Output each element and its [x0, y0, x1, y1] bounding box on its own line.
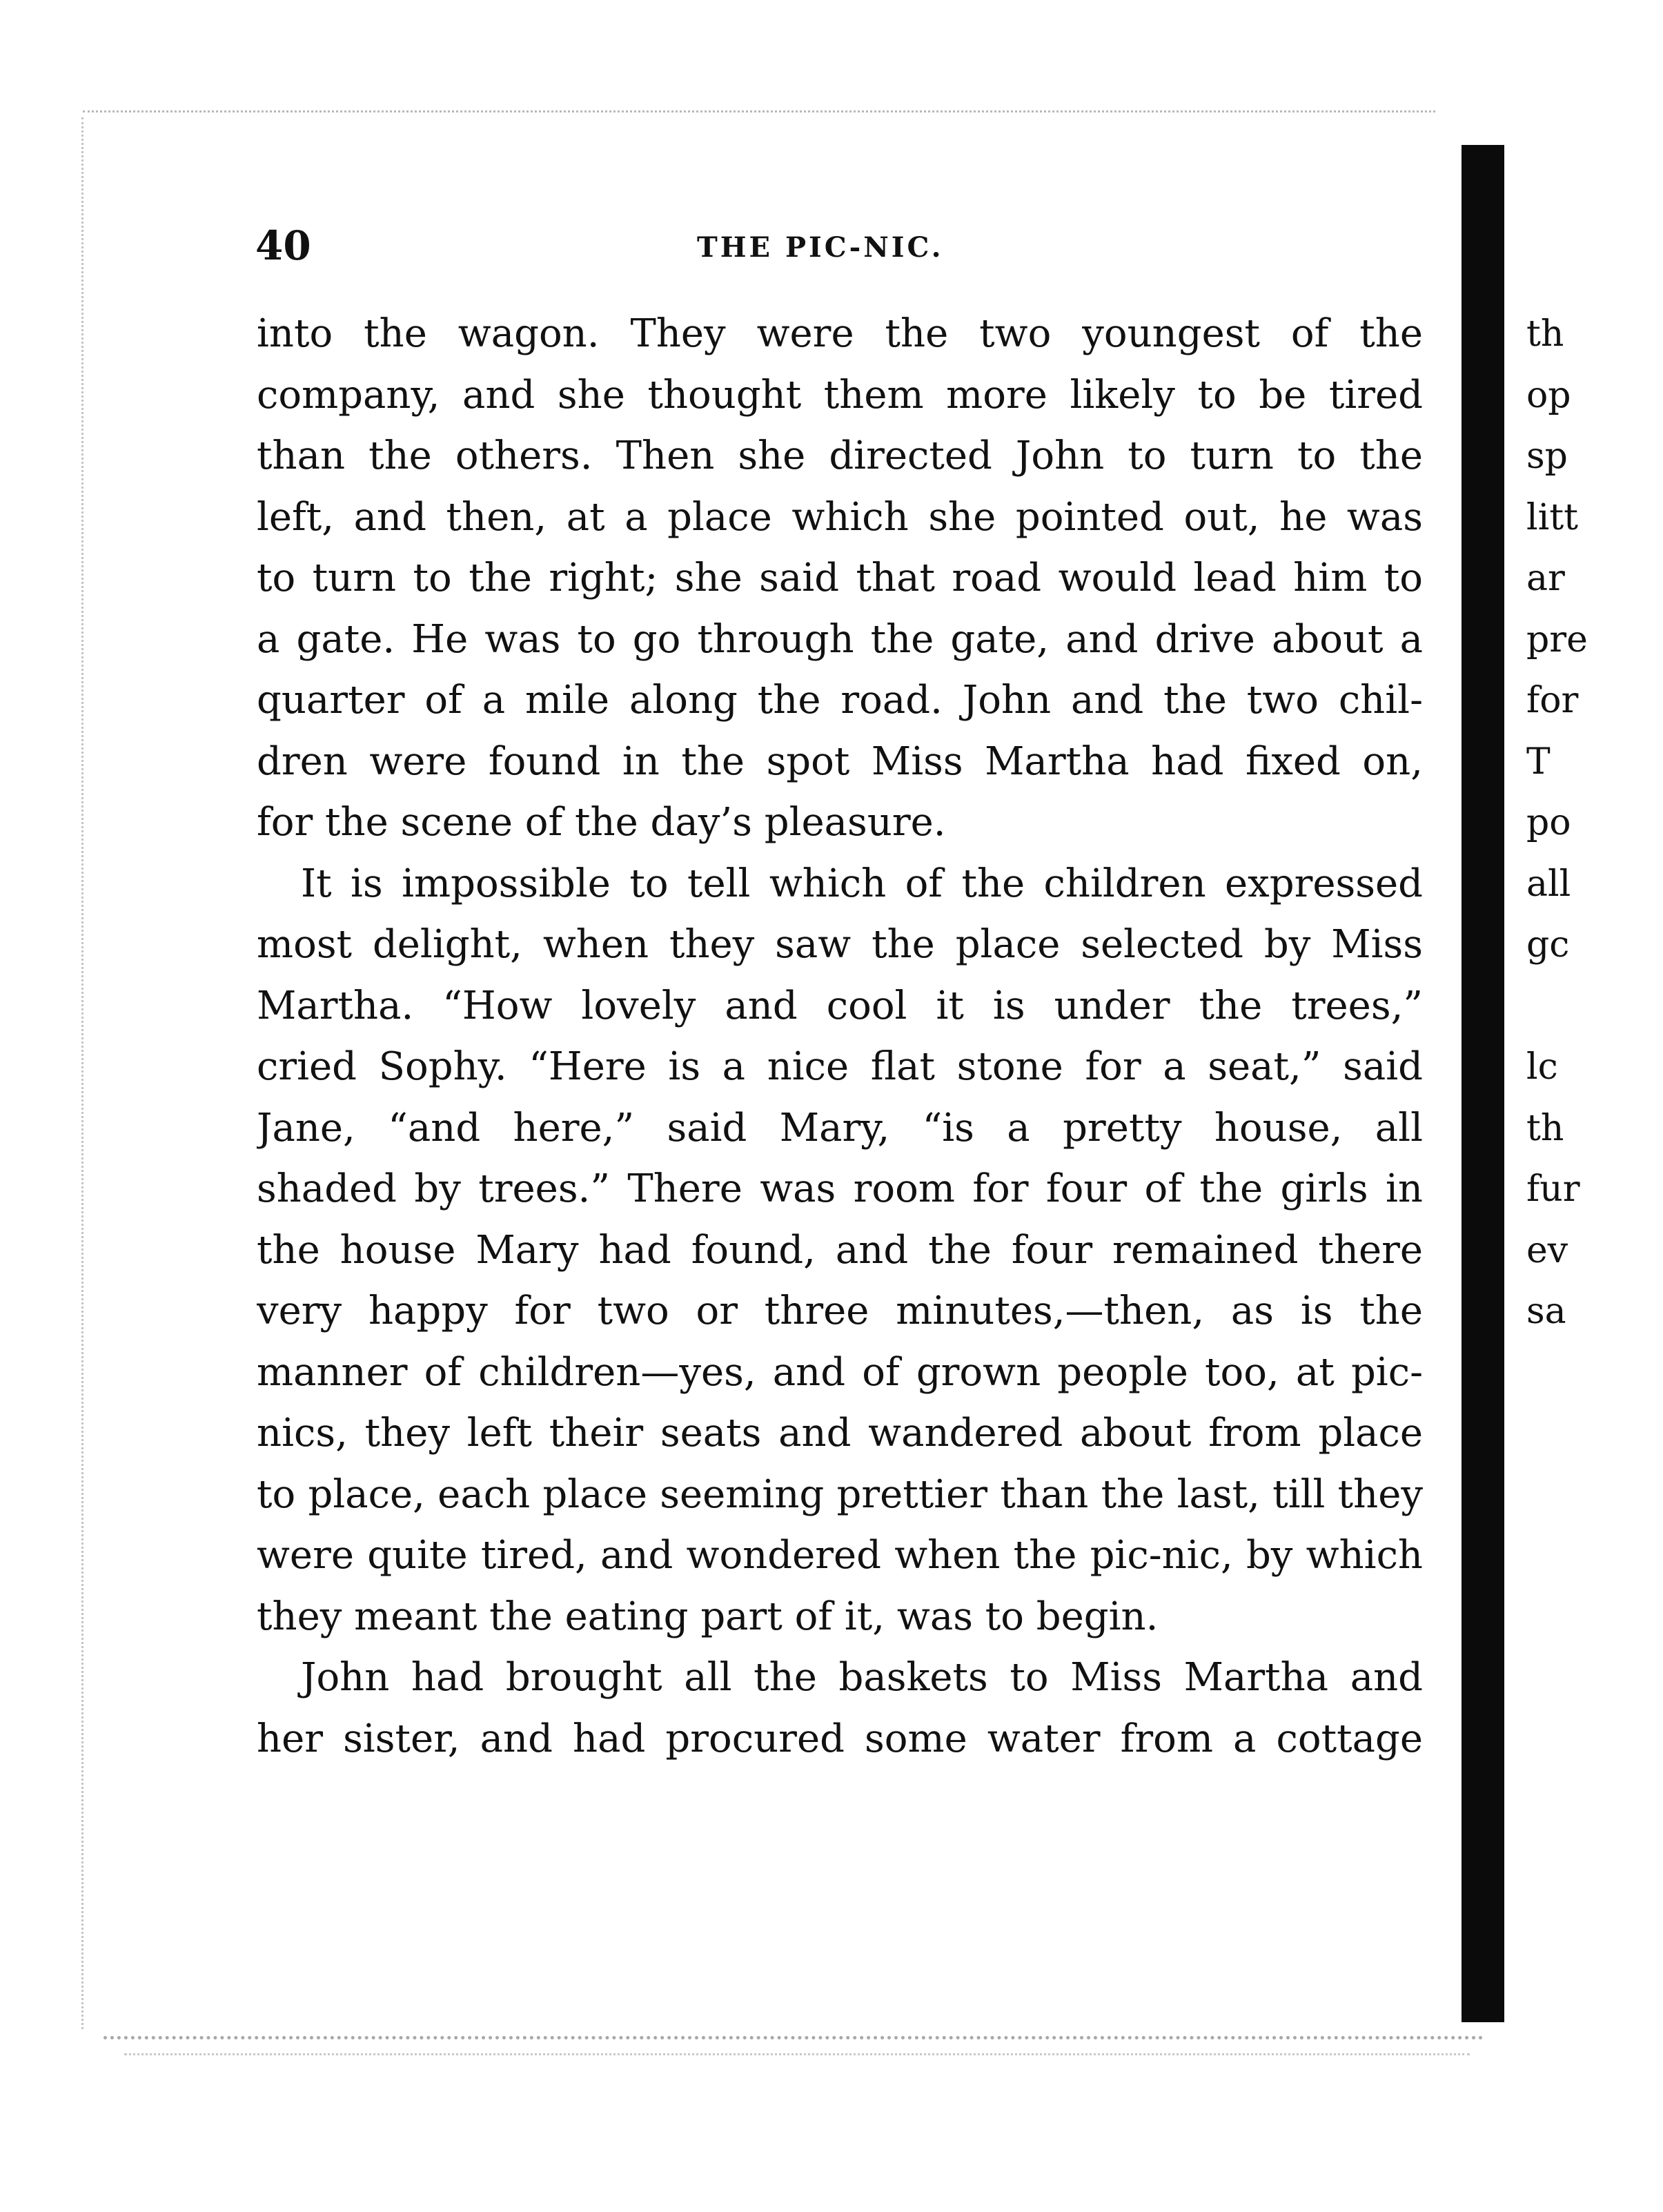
margin-fragment: sp	[1526, 435, 1568, 477]
text-line: Jane, “and here,” said Mary, “is a pretty house, all	[257, 1105, 1423, 1151]
text-line: were quite tired, and wondered when the pic-nic, by which	[257, 1533, 1423, 1578]
text-line: into the wagon. They were the two youngest of the	[257, 311, 1423, 356]
margin-fragment: all	[1526, 863, 1571, 905]
running-title: THE PIC-NIC.	[697, 231, 944, 264]
margin-fragment: ev	[1526, 1229, 1568, 1271]
text-line: nics, they left their seats and wandered about from place	[257, 1411, 1423, 1456]
margin-fragment: pre	[1526, 618, 1588, 660]
text-line: manner of children—yes, and of grown people too, at pic-	[257, 1349, 1423, 1395]
text-line: to turn to the right; she said that road would lead him to	[257, 556, 1423, 600]
text-line: her sister, and had procured some water from a cottage	[257, 1716, 1423, 1761]
text-line: most delight, when they saw the place selected by Miss	[257, 922, 1423, 967]
margin-fragment: T	[1526, 741, 1551, 783]
margin-fragment: op	[1526, 374, 1571, 416]
margin-fragment: litt	[1526, 496, 1579, 538]
page-edge-bottom	[104, 2036, 1484, 2039]
margin-fragment: th	[1526, 1107, 1564, 1149]
text-line: company, and she thought them more likely to be tired	[257, 372, 1423, 418]
page-number: 40	[255, 222, 311, 269]
body-text	[257, 304, 1423, 1770]
margin-fragment: fur	[1526, 1168, 1580, 1210]
text-line: they meant the eating part of it, was to begin.	[257, 1594, 1159, 1639]
text-line: shaded by trees.” There was room for four of the girls in	[257, 1166, 1423, 1211]
text-line: cried Sophy. “Here is a nice flat stone for a seat,” said	[257, 1044, 1423, 1089]
page-edge-left	[81, 117, 83, 2029]
text-line: to place, each place seeming prettier than the last, till they	[257, 1471, 1423, 1517]
margin-fragment: th	[1526, 313, 1564, 355]
text-line: the house Mary had found, and the four remained there	[257, 1227, 1423, 1273]
margin-fragment: ar	[1526, 558, 1565, 599]
page-edge-top	[83, 110, 1435, 112]
text-line: John had brought all the baskets to Miss Martha and	[301, 1655, 1423, 1700]
text-line: for the scene of the day’s pleasure.	[257, 800, 946, 845]
text-line: very happy for two or three minutes,—then, as is the	[257, 1289, 1423, 1333]
binding-shadow	[1462, 145, 1504, 2022]
text-line: left, and then, at a place which she pointed out, he was	[257, 494, 1423, 540]
text-line: Martha. “How lovely and cool it is under the trees,”	[257, 983, 1423, 1028]
margin-fragment	[1526, 976, 1595, 1037]
page-edge-bottom-shadow	[124, 2053, 1470, 2055]
text-line: a gate. He was to go through the gate, and drive about a	[257, 616, 1423, 662]
text-line: It is impossible to tell which of the children expressed	[301, 861, 1423, 906]
page-header	[255, 218, 1428, 273]
margin-fragment: lc	[1526, 1046, 1558, 1088]
margin-fragment: gc	[1526, 924, 1570, 966]
margin-fragment: for	[1526, 680, 1579, 721]
margin-fragment: po	[1526, 802, 1571, 843]
facing-page-fragments	[1526, 304, 1595, 1342]
text-line: than the others. Then she directed John to turn to the	[257, 433, 1423, 478]
text-line: dren were found in the spot Miss Martha had fixed on,	[257, 738, 1423, 784]
text-line: quarter of a mile along the road. John and the two chil-	[257, 678, 1423, 723]
margin-fragment: sa	[1526, 1291, 1566, 1332]
